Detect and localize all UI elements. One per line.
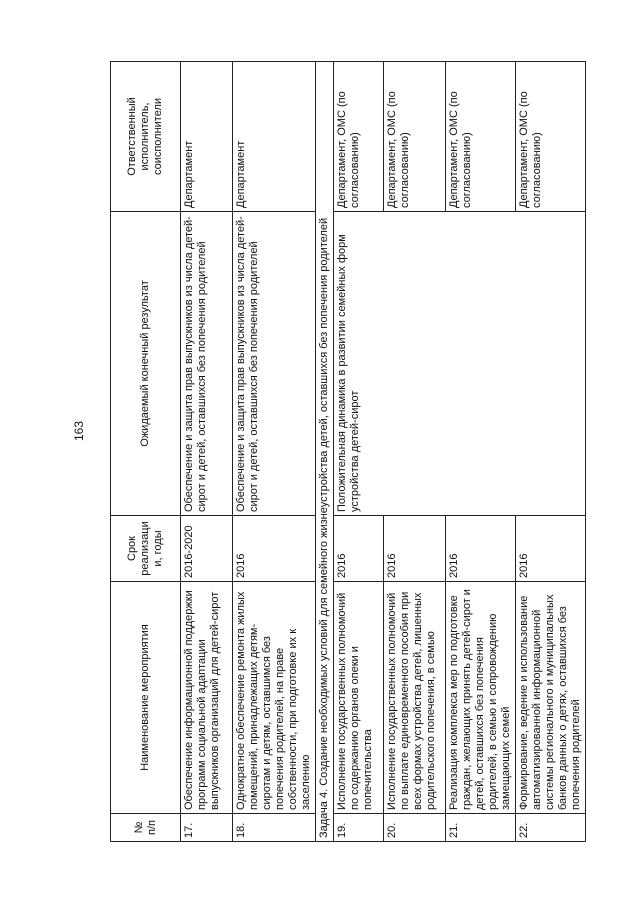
row-responsible: Департамент, ОМС (по согласованию) <box>446 62 516 212</box>
row-num: 22. <box>516 814 586 842</box>
measures-table <box>110 61 586 842</box>
row-responsible: Департамент, ОМС (по согласованию) <box>334 62 384 212</box>
merged-result: Положительная динамика в развитии семейных форм устройства детей-сирот <box>334 212 586 516</box>
row-responsible: Департамент, ОМС (по согласованию) <box>384 62 446 212</box>
row-num: 18. <box>233 814 316 842</box>
table-row <box>334 62 384 842</box>
row-name: Реализация комплекса мер по подготовке граждан, желающих принять детей-сирот и детей, оставшихся без попечения родителей, в семью и сопровождению замещающих семей <box>446 582 516 814</box>
row-term: 2016-2020 <box>181 516 233 582</box>
task-heading: Задача 4. Создание необходимых условий для семейного жизнеустройства детей, оставшихся без попечения родителей <box>316 62 334 842</box>
header-name: Наименование мероприятия <box>111 582 181 814</box>
rotated-page <box>110 62 585 842</box>
row-name: Однократное обеспечение ремонта жилых помещений, принадлежащих детям-сиротам и детям, оставшимся без попечения родителей, на праве собственности, при подготовке их к заселению <box>233 582 316 814</box>
row-result: Обеспечение и защита прав выпускников из числа детей-сирот и детей, оставшихся без попечения родителей <box>233 212 316 516</box>
row-term: 2016 <box>334 516 384 582</box>
row-name: Формирование, ведение и использование автоматизированной информационной системы регионального и муниципальных банков данных о детях, оставшихся без попечения родителей <box>516 582 586 814</box>
row-responsible: Департамент, ОМС (по согласованию) <box>516 62 586 212</box>
row-term: 2016 <box>516 516 586 582</box>
row-name: Исполнение государственных полномочий по выплате единовременного пособия при всех формах устройства детей, лишенных родительского попечения, в семью <box>384 582 446 814</box>
table-header-row <box>111 62 181 842</box>
row-responsible: Департамент <box>233 62 316 212</box>
row-term: 2016 <box>233 516 316 582</box>
header-term: Срок реализации, годы <box>111 516 181 582</box>
row-term: 2016 <box>384 516 446 582</box>
row-num: 17. <box>181 814 233 842</box>
row-num: 19. <box>334 814 384 842</box>
table-row <box>233 62 316 842</box>
header-num: № п/п <box>111 814 181 842</box>
row-num: 20. <box>384 814 446 842</box>
row-num: 21. <box>446 814 516 842</box>
task-row <box>316 62 334 842</box>
page-number: 163 <box>72 420 86 441</box>
row-name: Обеспечение информационной поддержки программ социальной адаптации выпускников организаций для детей-сирот <box>181 582 233 814</box>
table-row <box>181 62 233 842</box>
row-result: Обеспечение и защита прав выпускников из числа детей-сирот и детей, оставшихся без попечения родителей <box>181 212 233 516</box>
header-responsible: Ответственный исполнитель, соисполнители <box>111 62 181 212</box>
row-responsible: Департамент <box>181 62 233 212</box>
row-name: Исполнение государственных полномочий по содержанию органов опеки и попечительства <box>334 582 384 814</box>
header-result: Ожидаемый конечный результат <box>111 212 181 516</box>
row-term: 2016 <box>446 516 516 582</box>
